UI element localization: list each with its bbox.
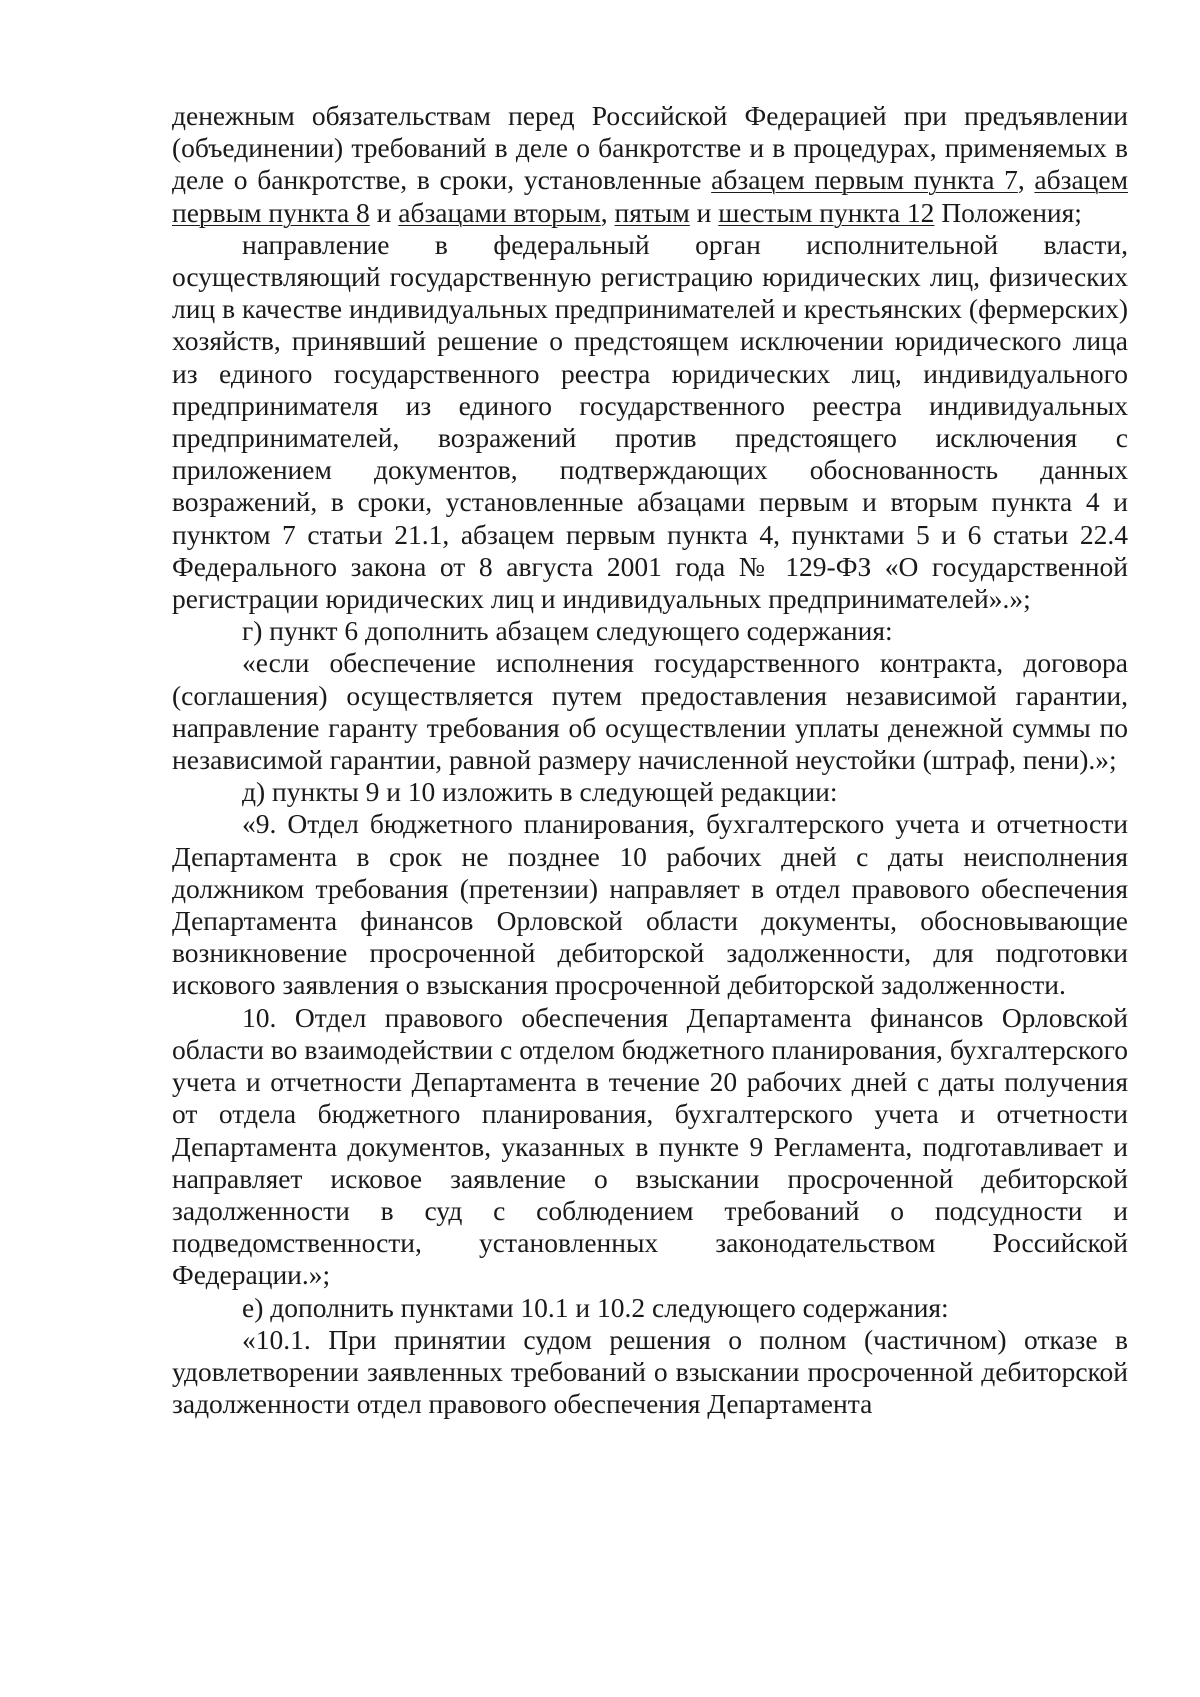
paragraph-9: «10.1. При принятии судом решения о полном (частичном) отказе в удовлетворении заявленных требований о взыскании просроченной дебиторской задолженности отдел правового обеспечения Департамента: [172, 1323, 1128, 1420]
paragraph-6: «9. Отдел бюджетного планирования, бухгалтерского учета и отчетности Департамента в срок не позднее 10 рабочих дней с даты неисполнения должником требования (претензии) направляет в отдел правового обеспечения Департамента финансов Орловской области документы, обосновывающие возникновение просроченной дебиторской задолженности, для подготовки искового заявления о взыскания просроченной дебиторской задолженности.: [172, 808, 1128, 1001]
text-run: и: [369, 196, 399, 228]
paragraph-3: г) пункт 6 дополнить абзацем следующего содержания:: [242, 615, 893, 647]
paragraph-2: направление в федеральный орган исполнительной власти, осуществляющий государственную регистрацию юридических лиц, физических лиц в качестве индивидуальных предпринимателей и крестьянских (фермерских) хозяйств, принявший решение о предстоящем исключении юридического лица из единого государственного реестра юридических лиц, индивидуального предпринимателя из единого государственного реестра индивидуальных предпринимателей, возражений против предстоящего исключения с приложением документов, подтверждающих обоснованность данных возражений, в сроки, установленные абзацами первым и вторым пункта 4 и пунктом 7 статьи 21.1, абзацем первым пункта 4, пунктами 5 и 6 статьи 22.4 Федерального закона от 8 августа 2001 года № 129-ФЗ «О государственной регистрации юридических лиц и индивидуальных предпринимателей».»;: [172, 228, 1128, 615]
paragraph-8: е) дополнить пунктами 10.1 и 10.2 следующего содержания:: [242, 1291, 949, 1323]
paragraph-4: «если обеспечение исполнения государственного контракта, договора (соглашения) осуществляется путем предоставления независимой гарантии, направление гаранту требования об осуществлении уплаты денежной суммы по независимой гарантии, равной размеру начисленной неустойки (штраф, пени).»;: [172, 647, 1128, 776]
text-run: денежным обязательствам перед Российской Федерацией при предъявлении (объединении) требований в деле о банкротстве и в процедурах, применяемых в деле о банкротстве, в сроки, установленные: [172, 100, 1128, 196]
text-run: и: [689, 196, 719, 228]
document-body: [172, 100, 1128, 1420]
text-run: Положения;: [934, 196, 1082, 228]
legal-reference-link[interactable]: абзацем первым пункта 7: [711, 164, 1018, 196]
paragraph-7: 10. Отдел правового обеспечения Департамента финансов Орловской области во взаимодействии с отделом бюджетного планирования, бухгалтерского учета и отчетности Департамента в течение 20 рабочих дней с даты получения от отдела бюджетного планирования, бухгалтерского учета и отчетности Департамента документов, указанных в пункте 9 Регламента, подготавливает и направляет исковое заявление о взыскании просроченной дебиторской задолженности в суд с соблюдением требований о подсудности и подведомственности, установленных законодательством Российской Федерации.»;: [172, 1001, 1128, 1291]
text-run: ,: [600, 196, 615, 228]
legal-reference-link[interactable]: абзацами вторым: [398, 196, 601, 228]
legal-reference-link[interactable]: пятым: [614, 196, 690, 228]
text-run: ,: [1017, 164, 1035, 196]
paragraph-1: [172, 100, 1128, 229]
legal-reference-link[interactable]: абзацем первым пункта 8: [172, 164, 1128, 228]
paragraph-5: д) пункты 9 и 10 изложить в следующей редакции:: [242, 776, 838, 808]
legal-reference-link[interactable]: шестым пункта 12: [718, 196, 935, 228]
